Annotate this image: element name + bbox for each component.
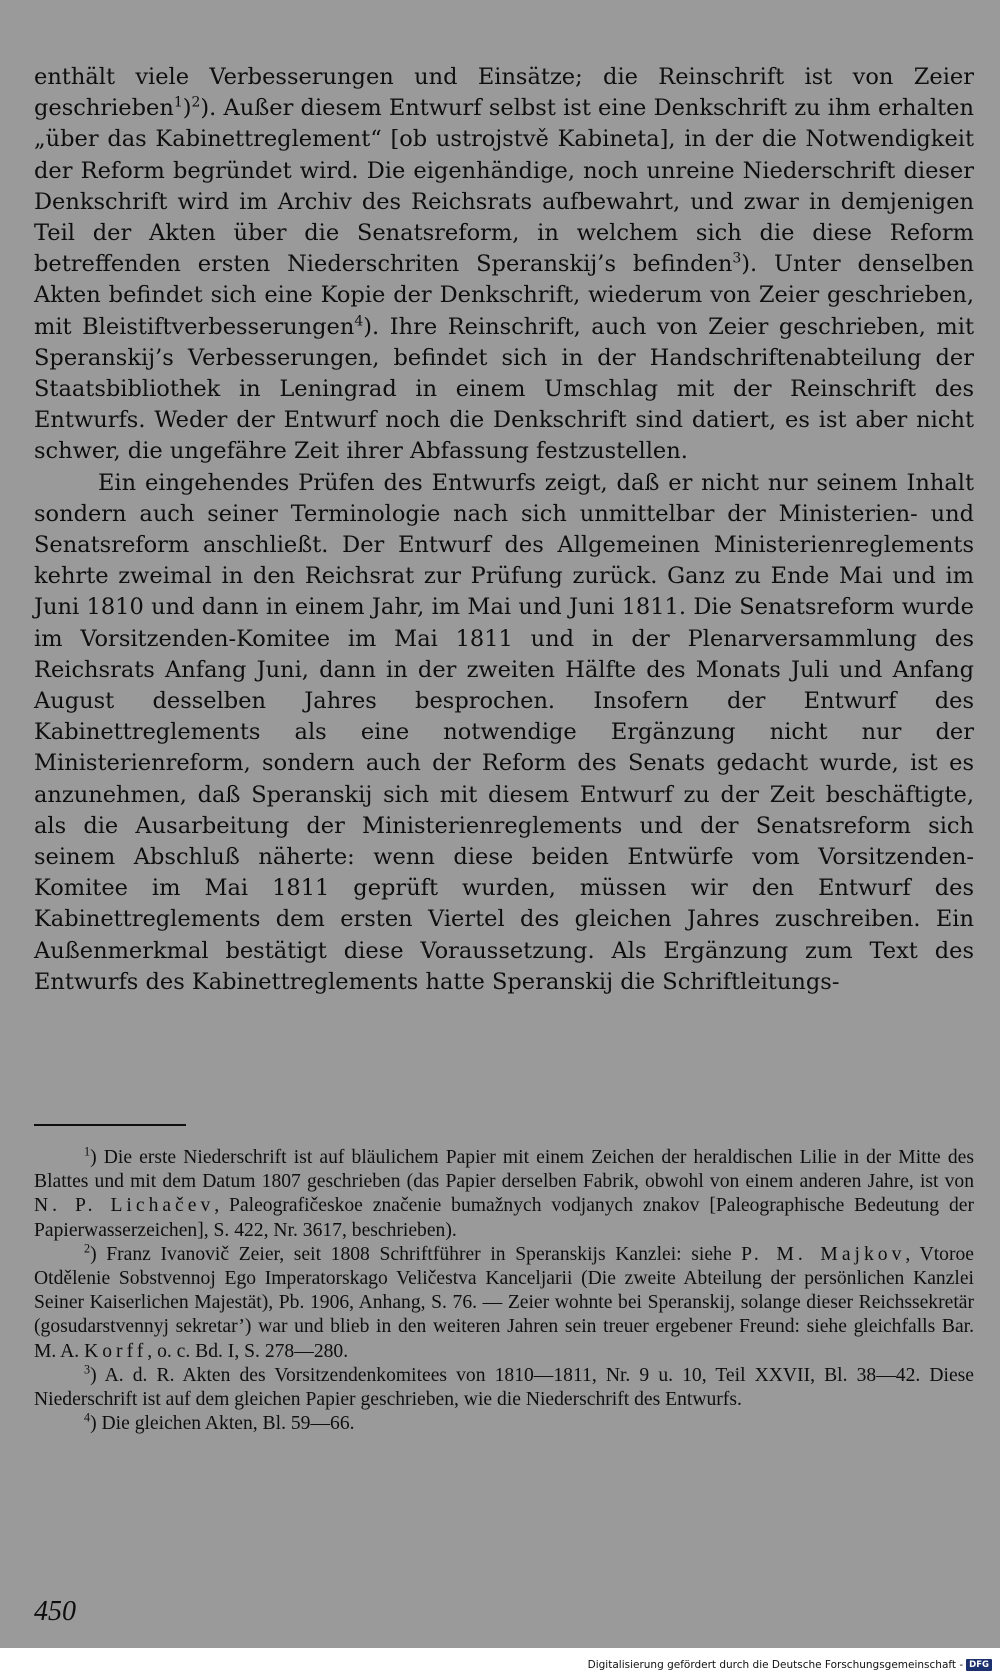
footnote-2: $^2$) Franz Ivanovič Zeier, seit 1808 Schriftführer in Speranskijs Kanzlei: siehe P. M. Majkov, Vtoroe Otdělenie Sobstvennoj Ego Imperatorskago Veličestva Kanceljarii (Die zweite Abteilung der persönlichen Kanzlei Seiner Kaiserlichen Majestät), Pb. 1906, Anhang, S. 76. — Zeier wohnte bei Speranskij, solange dieser Reichssekretär (gosudarstvennyj sekretar’) war und blieb in den weiteren Jahren sein treuer ergebener Freund: siehe gleichfalls Bar. M. A. Korff, o. c. Bd. I, S. 278—280. [34,1241,974,1362]
paragraph-1: enthält viele Verbesserungen und Einsätze; die Reinschrift ist von Zeier geschrieben$^1$)$^2$). Außer diesem Entwurf selbst ist eine Denkschrift zu ihm erhalten „über das Kabinettreglement“ [ob ustrojstvě Kabineta], in der die Notwendigkeit der Reform begründet wird. Die eigenhändige, noch unreine Niederschrift dieser Denkschrift wird im Archiv des Reichsrats aufbewahrt, und zwar in demjenigen Teil der Akten über die Senatsreform, in welchem sich die diese Reform betreffenden ersten Niederschriten Speranskij’s befinden$^3$). Unter denselben Akten befindet sich eine Kopie der Denkschrift, wiederum von Zeier geschrieben, mit Bleistiftverbesserungen$^4$). Ihre Reinschrift, auch von Zeier geschrieben, mit Speranskij’s Verbesserungen, befindet sich in der Handschriftenabteilung der Staatsbibliothek in Leningrad in einem Umschlag mit der Reinschrift des Entwurfs. Weder der Entwurf noch die Denkschrift sind datiert, es ist aber nicht schwer, die ungefähre Zeit ihrer Abfassung festzustellen. [34,64,974,465]
footnote-ref-1: 1 [173,94,183,111]
dfg-logo: DFG [966,1659,992,1671]
main-text [34,62,974,998]
footnote-4: $^4$) Die gleichen Akten, Bl. 59—66. [84,1410,355,1435]
footnote-ref-2: 2 [191,94,201,111]
paragraph-2: Ein eingehendes Prüfen des Entwurfs zeigt, daß er nicht nur seinem Inhalt sondern auch seiner Terminologie nach sich unmittelbar der Ministerien- und Senatsreform anschließt. Der Entwurf des Allgemeinen Ministerienreglements kehrte zweimal in den Reichsrat zur Prüfung zurück. Ganz zu Ende Mai und im Juni 1810 und dann in einem Jahr, im Mai und Juni 1811. Die Senatsreform wurde im Vorsitzenden-Komitee im Mai 1811 und in der Plenarversammlung des Reichsrats Anfang Juni, dann in der zweiten Hälfte des Monats Juli und Anfang August desselben Jahres besprochen. Insofern der Entwurf des Kabinettreglements als eine notwendige Ergänzung nicht nur der Ministerienreform, sondern auch der Reform des Senats gedacht wurde, ist es anzunehmen, daß Speranskij sich mit diesem Entwurf zu der Zeit beschäftigte, als die Ausarbeitung der Ministerienreglements und der Senatsreform sich seinem Abschluß näherte: wenn diese beiden Entwürfe vom Vorsitzenden-Komitee im Mai 1811 geprüft wurden, müssen wir den Entwurf des Kabinettreglements dem ersten Viertel des gleichen Jahres zuschreiben. Ein Außenmerkmal bestätigt diese Voraussetzung. Als Ergänzung zum Text des Entwurfs des Kabinettreglements hatte Speranskij die Schriftleitungs- [34,469,974,995]
author-name: N. P. Lichačev [34,1195,215,1217]
footnote-3: $^3$) A. d. R. Akten des Vorsitzendenkomitees von 1810—1811, Nr. 9 u. 10, Teil XXVII, Bl. 38—42. Diese Niederschrift ist auf dem gleichen Papier geschrieben, wie die Niederschrift des Entwurfs. [34,1362,974,1411]
credit-text: Digitalisierung gefördert durch die Deutsche Forschungsgemeinschaft - [587,1659,964,1671]
footnote-1: $^1$) Die erste Niederschrift ist auf bläulichem Papier mit einem Zeichen der heraldischen Lilie in der Mitte des Blattes und mit dem Datum 1807 geschrieben (das Papier derselben Fabrik, obwohl von einem anderen Jahre, ist von N. P. Lichačev, Paleografičeskoe značenie bumažnych vodjanych znakov [Paleographische Bedeutung der Papierwasserzeichen], S. 422, Nr. 3617, beschrieben). [34,1144,974,1241]
footnote-separator [34,1124,186,1126]
footnote-ref-3: 3 [732,250,742,267]
author-name: P. M. Majkov [741,1243,906,1265]
page-number: 450 [34,1596,76,1627]
author-name: Korff [84,1340,148,1362]
footnotes [34,1146,974,1436]
digitization-credit [588,1658,992,1672]
footnote-ref-4: 4 [354,313,364,330]
